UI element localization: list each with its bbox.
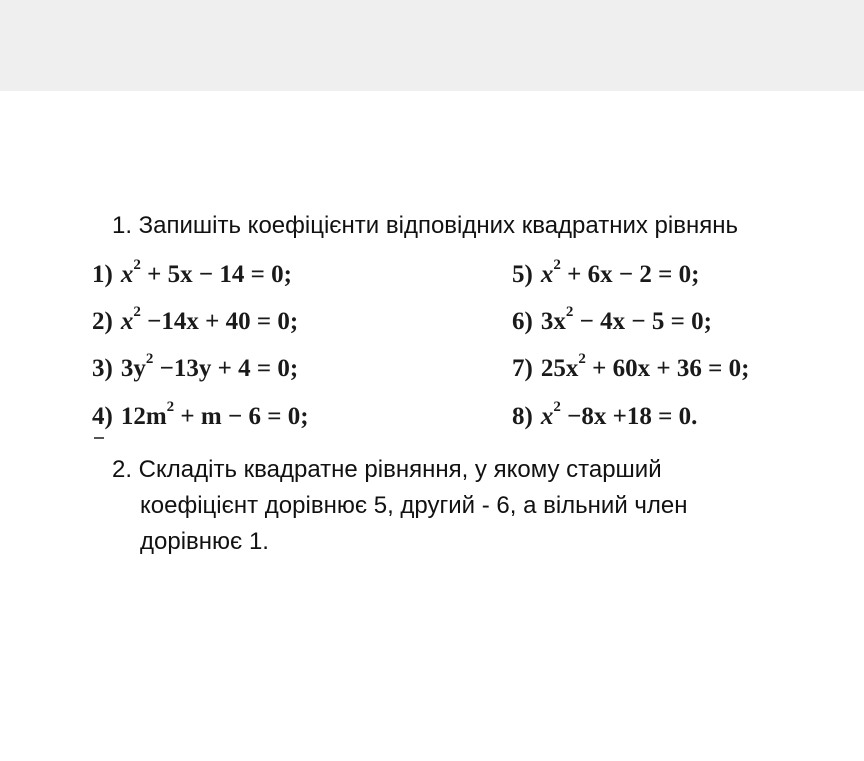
equation-rest: − 4x − 5 = 0; [573,308,712,335]
equation-8 [512,398,698,430]
equation-lead-term: 3x [540,308,566,335]
equation-exponent: 2 [145,350,154,367]
task2-line-2: коефіцієнт дорівнює 5, другий - 6, а вільний член [140,492,688,519]
equation-exponent: 2 [166,398,175,415]
task2-line-1: 2. Складіть квадратне рівняння, у якому старший [112,456,662,483]
equation-exponent: 2 [578,350,586,367]
equation-rest: + m − 6 = 0; [174,403,309,430]
equation-exponent: 2 [553,398,561,415]
equation-7 [512,350,750,382]
equation-lead-term: x [120,308,134,335]
task1-title: 1. Запишіть коефіцієнти відповідних квадратних рівнянь [112,212,738,239]
equation-number: 4) [92,403,113,430]
task2-line-3: дорівнює 1. [140,528,269,555]
scan-artifact-mark [94,437,104,439]
equation-4 [92,398,309,430]
equation-number: 3) [92,355,113,382]
equation-exponent: 2 [553,256,561,273]
equation-lead-term: 25x [540,355,579,382]
equation-number: 5) [512,261,533,288]
equation-rest: −8x +18 = 0. [560,403,698,430]
equation-lead-term: 12m [120,403,167,430]
equation-rest: + 5x − 14 = 0; [140,261,292,288]
equation-6 [512,303,712,335]
equation-rest: + 60x + 36 = 0; [585,355,750,382]
equation-rest: + 6x − 2 = 0; [560,261,700,288]
equation-exponent: 2 [133,303,141,320]
equation-lead-term: x [120,261,134,288]
top-band [0,0,864,91]
equation-number: 2) [92,308,113,335]
equation-rest: −14x + 40 = 0; [140,308,299,335]
equation-exponent: 2 [565,303,574,320]
equation-number: 7) [512,355,533,382]
equation-exponent: 2 [133,256,141,273]
equation-rest: −13y + 4 = 0; [153,355,299,382]
equation-number: 1) [92,261,113,288]
equation-5 [512,256,700,288]
equation-3 [92,350,299,382]
equation-1 [92,256,292,288]
equation-number: 6) [512,308,533,335]
equation-number: 8) [512,403,533,430]
equation-lead-term: x [540,261,554,288]
equation-lead-term: 3y [120,355,146,382]
equation-lead-term: x [540,403,554,430]
equation-2 [92,303,299,335]
